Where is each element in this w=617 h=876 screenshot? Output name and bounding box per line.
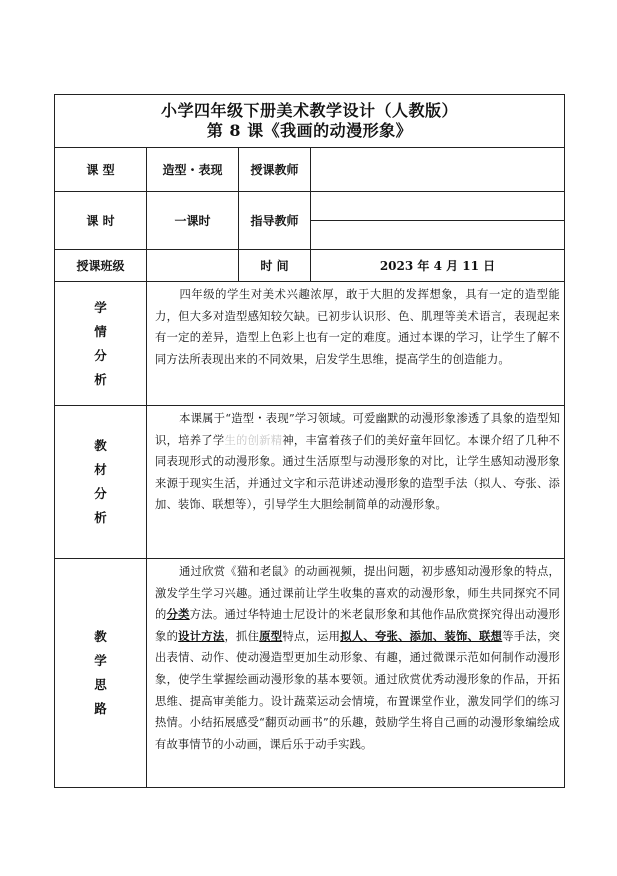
material-label-char: 材 — [94, 462, 107, 477]
hours-label: 课 时 — [55, 192, 147, 250]
student-analysis-text — [147, 282, 565, 406]
student-analysis-body: 四年级的学生对美术兴趣浓厚，敢于大胆的发挥想象，具有一定的造型能力，但大多对造型感知较欠缺。已初步认识形、色、肌理等美术语言，表现起来有一定的差异，造型上色彩上也有一定的难度。通过本课的学习，让学生了解不同方法所表现出来的不同效果，启发学生思维，提高学生的创造能力。 — [155, 288, 561, 366]
approach-key-techniques: 拟人、夸张、添加、装饰、联想 — [340, 628, 503, 643]
student-label-char: 情 — [94, 323, 107, 339]
time-label: 时 间 — [239, 250, 311, 282]
material-text-faded: 生的创新精 — [224, 433, 283, 447]
material-analysis-label — [55, 406, 147, 559]
material-analysis-text — [147, 406, 565, 559]
approach-key-design-method: 设计方法 — [178, 628, 225, 643]
student-analysis-label — [55, 282, 147, 406]
supervisor-value-extra — [311, 221, 564, 249]
student-label-char: 分 — [94, 347, 107, 363]
approach-p1: 通过欣赏《猫和老鼠》的动画视频，提出问题，初步感知动漫形象的特点，激发学生学习兴趣。通过课前让学生收集的喜欢的动漫形象，师生共同探究不同的 — [155, 565, 561, 622]
lesson-plan-document — [54, 94, 564, 788]
material-label-char: 教 — [94, 438, 107, 453]
material-text-a: 本课属于“造型・表现”学习领域。可爱幽默的动漫形象渗透了具象的造型知识，培养了学 — [155, 412, 561, 447]
student-label-char: 析 — [94, 371, 107, 387]
approach-label-char: 路 — [94, 701, 107, 716]
approach-label-char: 教 — [94, 629, 107, 644]
teacher-value — [311, 148, 565, 192]
hours-value: 一课时 — [147, 192, 239, 250]
approach-key-prototype: 原型 — [259, 628, 283, 643]
supervisor-value-cell — [311, 192, 565, 250]
approach-p2: 方法。通过华特迪士尼设计的米老鼠形象和其他作品欣赏探究得出动漫形象的 — [155, 608, 560, 643]
material-text-c: 神，丰富着孩子们的美好童年回忆。本课介绍了几种不同表现形式的动漫形象。通过生活原型与动漫形象的对比，让学生感知动漫形象来源于现实生活，并通过文字和示范讲述动漫形象的造型手法（拟人、夸张、添加、装饰、联想等），引导学生大胆绘制简单的动漫形象。 — [155, 433, 561, 512]
teacher-label: 授课教师 — [239, 148, 311, 192]
class-value — [147, 250, 239, 282]
student-label-char: 学 — [94, 299, 107, 315]
approach-p5: 等手法，突出表情、动作、使动漫造型更加生动形象、有趣，通过微课示范如何制作动漫形象，使学生掌握绘画动漫形象的基本要领。通过欣赏优秀动漫形象的作品，开拓思维、提高审美能力。设计蔬菜运动会情境，布置课堂作业，激发同学们的练习热情。小结拓展感受“翻页动画书”的乐趣，鼓励学生将自己画的动漫形象编绘成有故事情节的小动画，课后乐于动手实践。 — [155, 629, 561, 751]
course-type-value: 造型・表现 — [147, 148, 239, 192]
class-label: 授课班级 — [55, 250, 147, 282]
approach-label-char: 学 — [94, 653, 107, 668]
document-title — [55, 95, 565, 148]
title-line-2: 第 8 课《我画的动漫形象》 — [206, 121, 413, 140]
approach-label-char: 思 — [94, 677, 107, 692]
teaching-approach-text — [147, 559, 565, 788]
supervisor-value — [311, 192, 564, 221]
lesson-plan-table — [54, 94, 565, 788]
approach-p4: 特点，运用 — [282, 629, 341, 643]
material-label-char: 分 — [94, 486, 107, 501]
teaching-approach-label — [55, 559, 147, 788]
time-value: 2023 年 4 月 11 日 — [311, 250, 565, 282]
course-type-label: 课 型 — [55, 148, 147, 192]
title-line-1: 小学四年级下册美术教学设计（人教版） — [161, 101, 459, 120]
approach-p3: ，抓住 — [224, 629, 260, 643]
supervisor-label: 指导教师 — [239, 192, 311, 250]
material-label-char: 析 — [94, 510, 107, 525]
approach-key-classification: 分类 — [166, 607, 190, 622]
